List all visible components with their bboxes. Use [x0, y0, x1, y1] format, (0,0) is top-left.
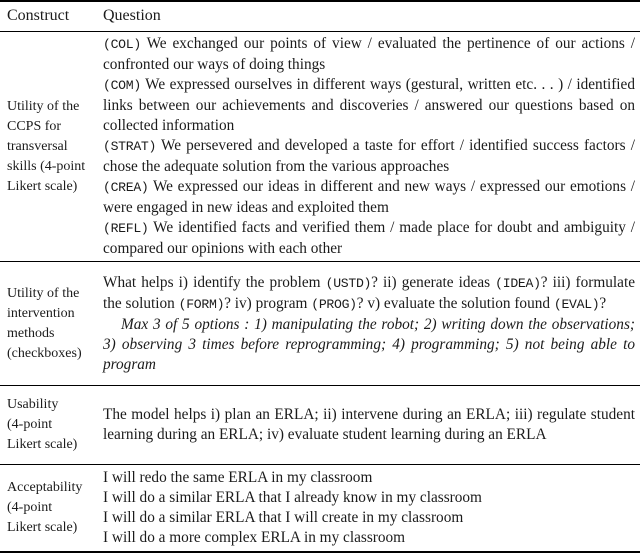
construct-code-refl: (REFL) — [103, 221, 149, 236]
question-cell-acceptability — [99, 465, 640, 551]
construct-cell-usability — [0, 386, 99, 464]
construct-line: Likert scale) — [7, 520, 78, 535]
question-item — [103, 34, 635, 75]
construct-code-strat: (STRAT) — [103, 139, 157, 154]
question-text: ? — [599, 294, 607, 312]
question-item: I will do a similar ERLA that I already know in my classroom — [103, 489, 482, 506]
construct-line: (4-point — [7, 417, 53, 432]
construct-line: Acceptability — [7, 480, 83, 495]
question-cell-usability — [99, 386, 640, 464]
construct-code-idea: (IDEA) — [495, 275, 541, 291]
construct-line: skills (4-point — [7, 158, 86, 174]
question-item: I will do a more complex ERLA in my classroom — [103, 529, 406, 546]
question-text: We persevered and developed a taste for effort / identified success factors / chose the adequate solution from the various approaches — [103, 137, 635, 175]
construct-cell-intervention-utility — [0, 262, 99, 385]
question-text: We identified facts and verified them / made place for doubt and ambiguity / compared our opinions with each other — [103, 219, 635, 257]
column-header-construct: Construct — [7, 7, 70, 24]
construct-line: (4-point — [7, 500, 53, 515]
question-item — [103, 177, 635, 218]
table-header-row — [0, 2, 640, 31]
table-row — [0, 31, 640, 261]
question-text: We expressed ourselves in different ways (gestural, written etc. . . ) / identified links between our achievements and discoveries / answered our questions based on collected information — [103, 76, 635, 134]
construct-code-form: (FORM) — [178, 296, 225, 312]
construct-code-com: (COM) — [103, 78, 141, 93]
construct-line: (checkboxes) — [7, 345, 82, 361]
construct-code-crea: (CREA) — [103, 180, 149, 195]
question-item: I will do a similar ERLA that I will create in my classroom — [103, 509, 464, 526]
question-note-italic: Max 3 of 5 options : 1) manipulating the robot; 2) writing down the observations; 3) observing 3 times before reprogramming; 4) programming; 5) not being able to program — [103, 315, 635, 373]
construct-line: transversal — [7, 138, 68, 154]
question-item — [103, 75, 635, 136]
question-item — [103, 273, 635, 315]
question-text: ? iii) formulate the solution — [103, 273, 635, 312]
construct-line: methods — [7, 325, 55, 341]
question-cell-ccps-utility — [99, 32, 640, 261]
construct-line: Likert scale) — [7, 437, 78, 452]
question-text: ? ii) generate ideas — [371, 273, 496, 291]
construct-line: intervention — [7, 305, 75, 321]
question-item: The model helps i) plan an ERLA; ii) intervene during an ERLA; iii) regulate student learning during an ERLA; iv) evaluate student learning during an ERLA — [103, 406, 635, 443]
table-row — [0, 464, 640, 551]
question-text: ? v) evaluate the solution found — [356, 294, 554, 312]
column-header-question: Question — [103, 7, 161, 24]
question-cell-intervention-utility — [99, 262, 640, 385]
question-text: We expressed our ideas in different and new ways / expressed our emotions / were engaged in new ideas and exploited them — [103, 178, 635, 216]
question-item — [103, 136, 635, 177]
construct-line: Utility of the — [7, 285, 80, 301]
construct-line: Utility of the — [7, 98, 80, 114]
construct-line: Likert scale) — [7, 178, 78, 194]
construct-cell-ccps-utility — [0, 32, 99, 261]
question-item: I will redo the same ERLA in my classroom — [103, 469, 373, 486]
construct-line: CCPS for — [7, 118, 62, 134]
question-text: What helps i) identify the problem — [103, 273, 326, 291]
construct-code-ustd: (USTD) — [325, 275, 372, 291]
construct-code-prog: (PROG) — [311, 296, 357, 312]
construct-cell-acceptability — [0, 465, 99, 551]
construct-line: Usability — [7, 397, 59, 412]
table-row — [0, 385, 640, 464]
question-text: We exchanged our points of view / evaluated the pertinence of our actions / confronted our ways of doing things — [103, 35, 635, 73]
table-row — [0, 261, 640, 385]
question-item — [103, 218, 635, 259]
question-text: ? iv) program — [224, 294, 312, 312]
construct-code-col: (COL) — [103, 37, 141, 52]
construct-code-eval: (EVAL) — [553, 296, 600, 312]
